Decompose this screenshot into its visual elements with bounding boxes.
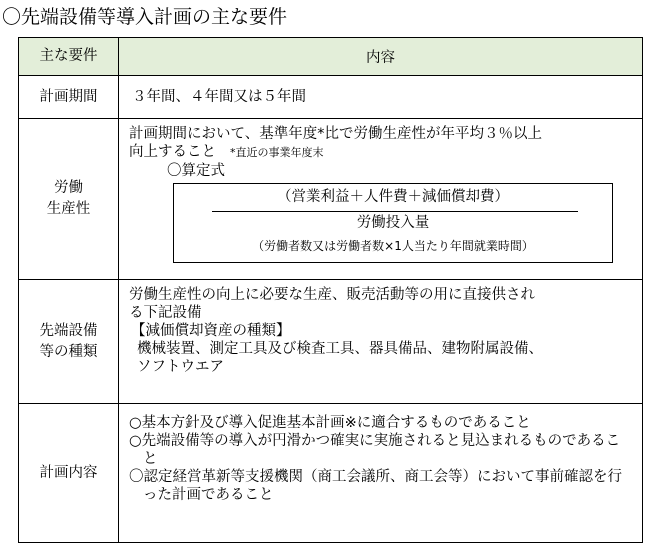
text-line xyxy=(129,143,634,162)
table-row xyxy=(19,404,643,543)
asset-types-list: ソフトウエア xyxy=(137,359,224,375)
formula-label: 〇算定式 xyxy=(167,163,225,179)
row-content-period: ３年間、４年間又は５年間 xyxy=(119,76,643,119)
label-line: 生産性 xyxy=(46,201,91,217)
requirements-table xyxy=(18,37,643,543)
footnote: *直近の事業年度末 xyxy=(230,146,324,159)
formula-note: （労働者数又は労働者数×1人当たり年間就業時間） xyxy=(252,239,534,253)
table-row xyxy=(19,76,643,119)
text-line: 計画期間において、基準年度*比で労働生産性が年平均３％以上 xyxy=(129,126,542,142)
asset-types-heading: 【減価償却資産の種類】 xyxy=(131,323,291,339)
formula-box xyxy=(173,183,613,263)
asset-types-list: 機械装置、測定工具及び検査工具、器具備品、建物附属設備、 xyxy=(137,341,543,357)
label-line: 先端設備 xyxy=(39,322,98,339)
row-label-productivity xyxy=(19,119,119,280)
table-row xyxy=(19,280,643,404)
row-content-equipment xyxy=(119,280,643,404)
text-line: 労働生産性の向上に必要な生産、販売活動等の用に直接供され xyxy=(129,287,535,303)
list-item: 〇認定経営革新等支援機関（商工会議所、商工会等）において事前確認を行った計画であること xyxy=(129,469,622,503)
list-item: ○基本方針及び導入促進基本計画※に適合するものであること xyxy=(129,415,531,431)
formula-numerator: （営業利益＋人件費＋減価償却費） xyxy=(277,189,509,205)
list-item: ○先端設備等の導入が円滑かつ確実に実施されると見込まれるものであること xyxy=(129,433,621,467)
row-label-equipment xyxy=(19,280,119,404)
table-header-row xyxy=(19,38,643,76)
label-line: 労働 xyxy=(54,180,83,196)
table-row xyxy=(19,119,643,280)
row-content-productivity xyxy=(119,119,643,280)
label-line: 等の種類 xyxy=(39,343,98,360)
row-label-plan: 計画内容 xyxy=(19,404,119,543)
text-line: る下記設備 xyxy=(129,305,202,321)
formula-denominator: 労働投入量 xyxy=(356,215,430,231)
header-content: 内容 xyxy=(119,38,643,76)
text-fragment: 向上すること xyxy=(129,144,216,160)
header-requirement: 主な要件 xyxy=(19,38,119,76)
fraction-line xyxy=(212,211,578,212)
row-label-period: 計画期間 xyxy=(19,76,119,119)
page-title: 〇先端設備等導入計画の主な要件 xyxy=(2,6,288,28)
row-content-plan xyxy=(119,404,643,543)
